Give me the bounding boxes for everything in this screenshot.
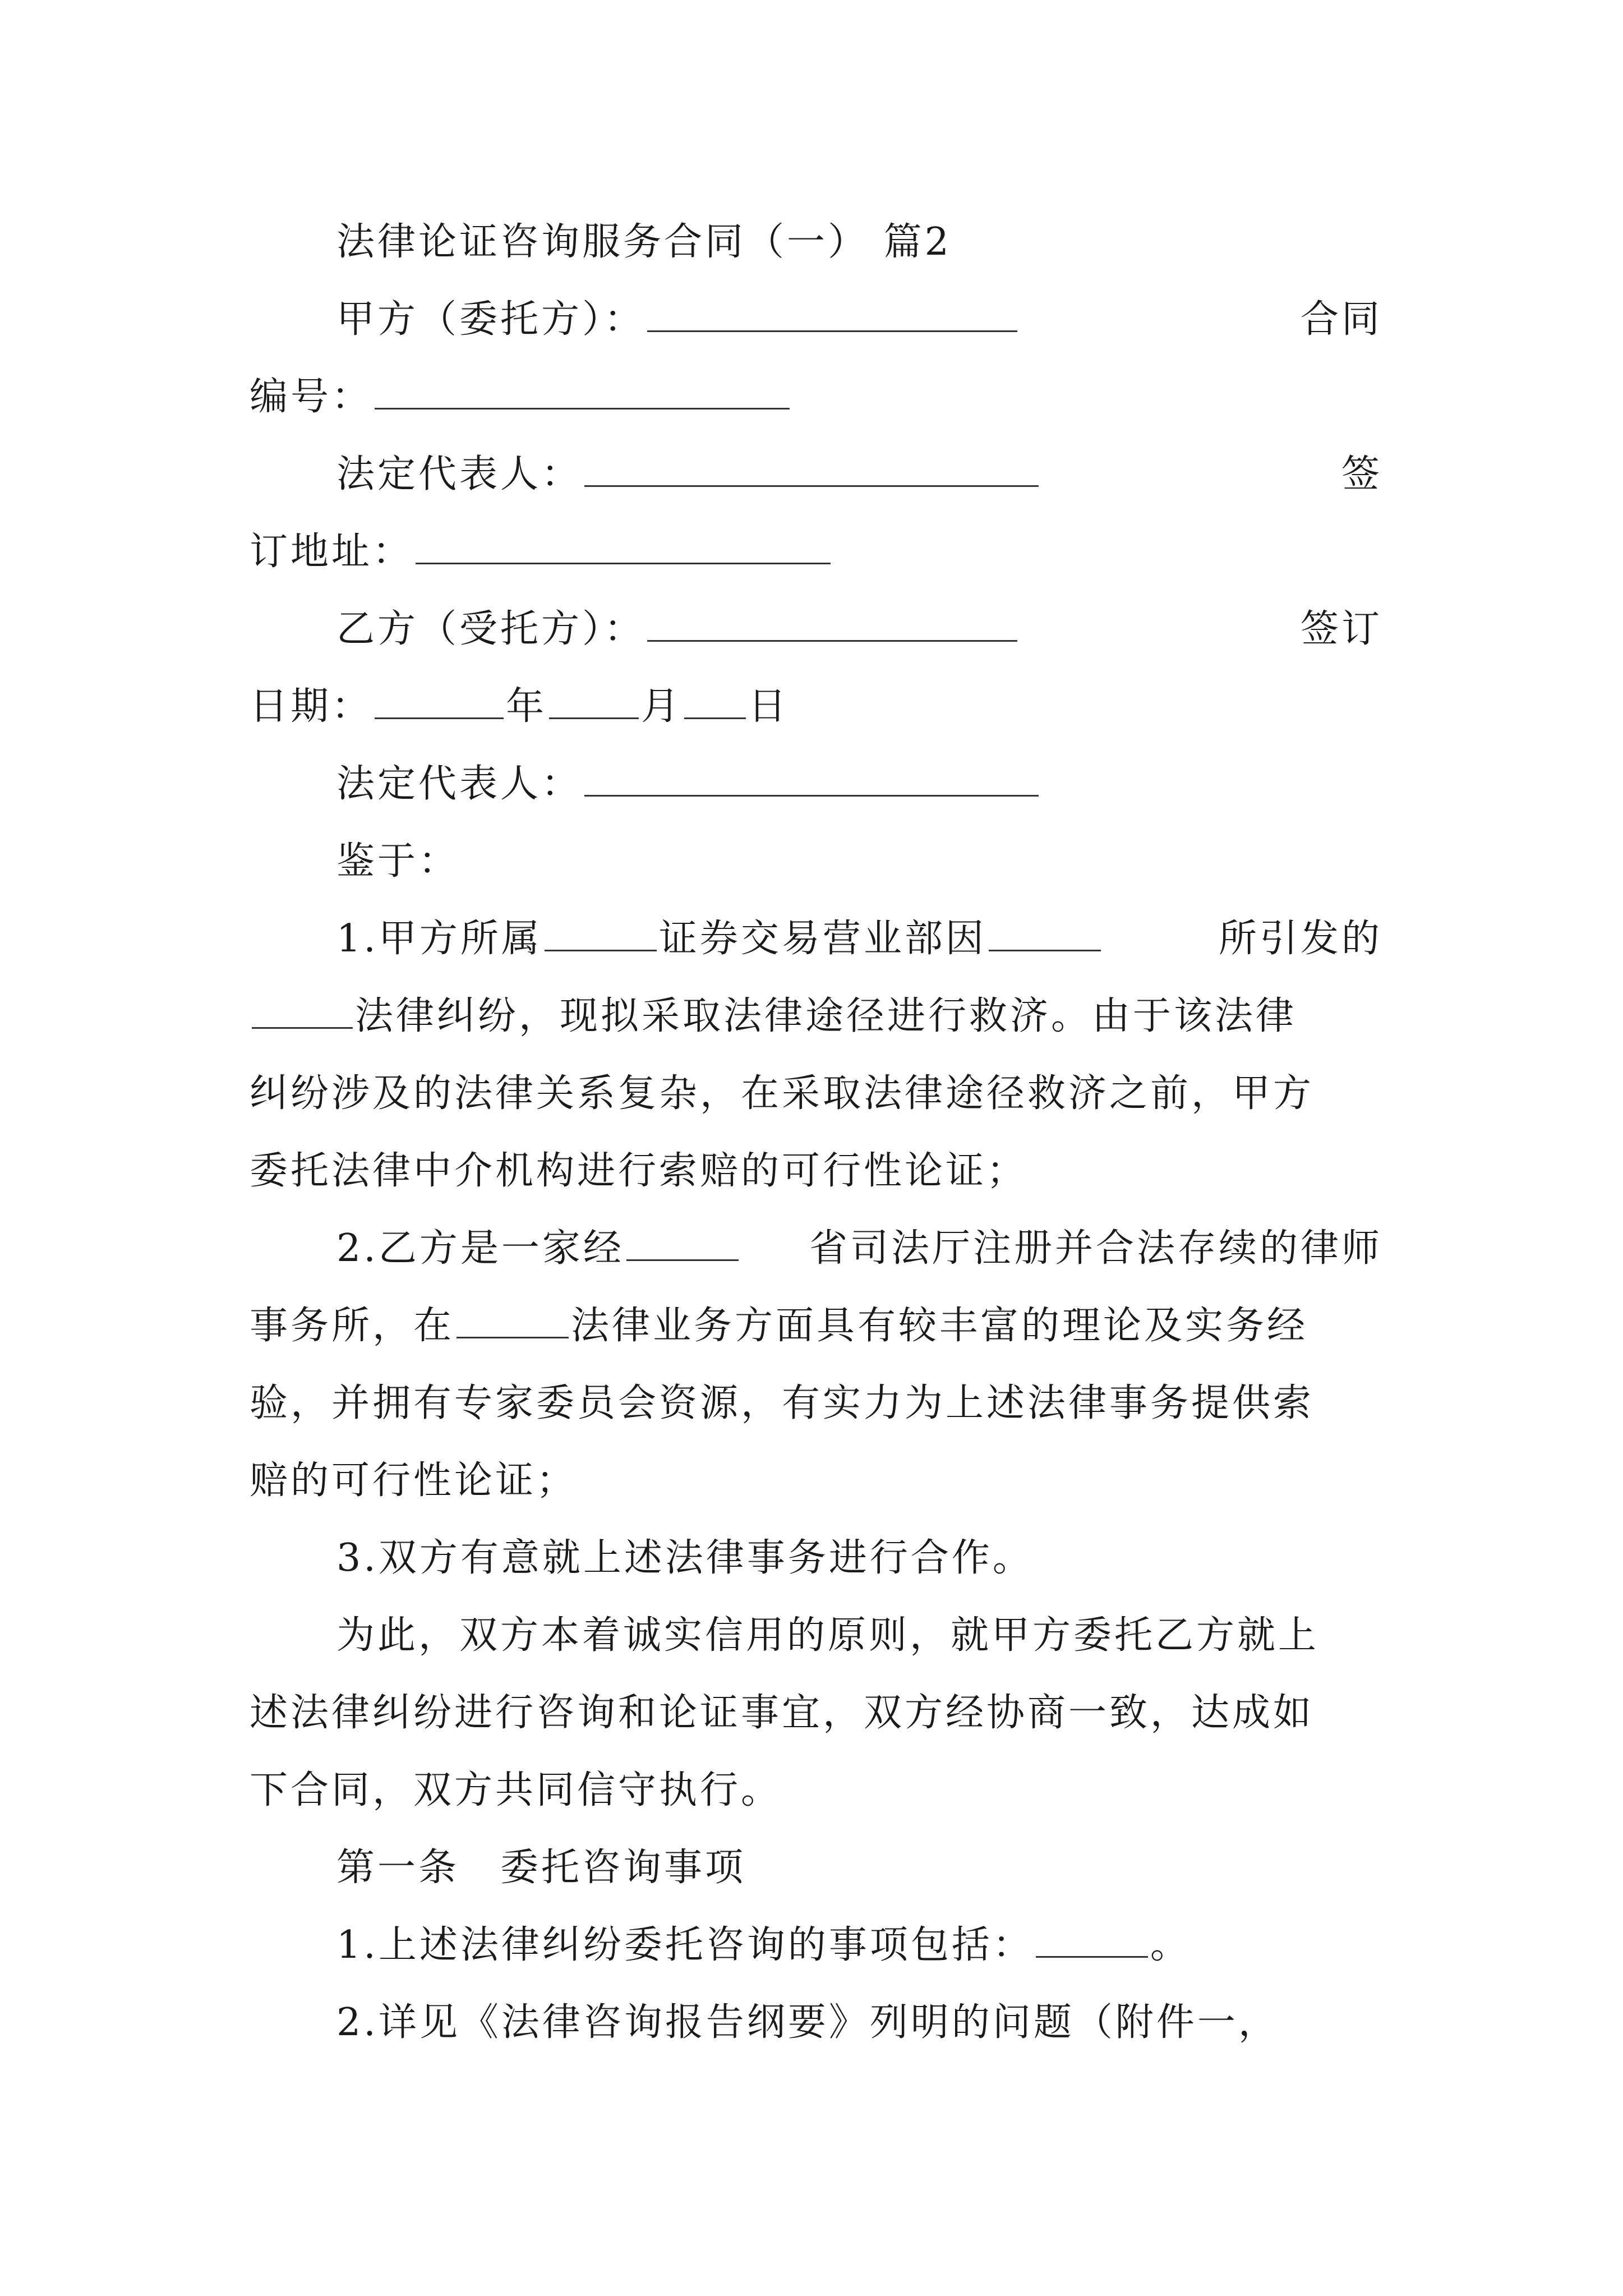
document-title: 法律论证咨询服务合同（一） 篇2 xyxy=(336,220,952,264)
sign-date-label-part1: 签订 xyxy=(1300,607,1382,651)
party-a-blank[interactable] xyxy=(647,298,1017,332)
sign-place-line xyxy=(250,525,1382,579)
party-b-line xyxy=(336,602,1382,656)
day-label: 日 xyxy=(748,684,790,729)
clause-2-line-4: 赔的可行性论证； xyxy=(250,1458,578,1503)
year-label: 年 xyxy=(506,684,547,729)
sign-place-label-part1: 签 xyxy=(1341,452,1382,496)
sign-place-blank[interactable] xyxy=(416,530,831,564)
year-blank[interactable] xyxy=(375,685,504,719)
clause-2-blank-2[interactable] xyxy=(457,1304,569,1338)
clause-2-blank-1[interactable] xyxy=(626,1227,739,1261)
article-1-item-1-blank[interactable] xyxy=(1036,1924,1148,1958)
party-b-label: 乙方（受托方）： xyxy=(336,607,645,651)
article-1-item-1: 1.上述法律纠纷委托咨询的事项包括： 。 xyxy=(336,1923,1191,1967)
sign-date-line xyxy=(250,680,1382,734)
preamble-line-3: 下合同，双方共同信守执行。 xyxy=(250,1768,782,1812)
clause-2-line-3: 验，并拥有专家委员会资源，有实力为上述法律事务提供索 xyxy=(250,1381,1315,1425)
clause-1-line-4: 委托法律中介机构进行索赔的可行性论证； xyxy=(250,1149,1028,1193)
party-a-label: 甲方（委托方）： xyxy=(336,297,645,342)
whereas-heading: 鉴于： xyxy=(336,839,460,884)
clause-3-line: 3.双方有意就上述法律事务进行合作。 xyxy=(336,1536,1034,1580)
month-blank[interactable] xyxy=(549,685,639,719)
party-b-blank[interactable] xyxy=(647,608,1017,642)
rep-a-line xyxy=(336,448,1382,501)
month-label: 月 xyxy=(641,684,683,729)
contract-no-blank[interactable] xyxy=(375,375,790,409)
rep-a-label: 法定代表人： xyxy=(336,452,583,496)
clause-1-line-3: 纠纷涉及的法律关系复杂，在采取法律途径救济之前，甲方 xyxy=(250,1071,1315,1116)
clause-1-blank-2[interactable] xyxy=(989,917,1101,951)
contract-no-label-part1: 合同 xyxy=(1300,297,1382,342)
rep-b-blank[interactable] xyxy=(584,762,1039,797)
rep-a-blank[interactable] xyxy=(584,453,1039,487)
contract-no-line xyxy=(250,370,1382,424)
clause-1-blank-3[interactable] xyxy=(252,995,353,1029)
rep-b-label: 法定代表人： xyxy=(336,762,583,806)
clause-2-line-1: 2.乙方是一家经 省司法厅注册并合法存续的律师 xyxy=(336,1226,1382,1271)
party-a-line xyxy=(336,293,1382,347)
contract-no-label-part2: 编号： xyxy=(250,375,373,419)
clause-1-blank-1[interactable] xyxy=(545,917,657,951)
clause-1-line-1: 1.甲方所属 证券交易营业部因 所引发的 xyxy=(336,917,1382,961)
clause-2-line-2: 事务所，在 法律业务方面具有较丰富的理论及实务经 xyxy=(250,1304,1308,1348)
sign-date-label-part2: 日期： xyxy=(250,684,373,729)
article-1-heading: 第一条 委托咨询事项 xyxy=(336,1846,746,1890)
sign-place-label-part2: 订地址： xyxy=(250,530,414,574)
clause-1-line-2: 法律纠纷，现拟采取法律途径进行救济。由于该法律 xyxy=(250,990,1382,1043)
preamble-line-1: 为此，双方本着诚实信用的原则，就甲方委托乙方就上 xyxy=(336,1613,1320,1658)
article-1-item-2: 2.详见《法律咨询报告纲要》列明的问题（附件一， xyxy=(336,2000,1279,2045)
rep-b-line xyxy=(336,757,1382,811)
preamble-line-2: 述法律纠纷进行咨询和论证事宜，双方经协商一致，达成如 xyxy=(250,1691,1315,1735)
day-blank[interactable] xyxy=(684,685,746,719)
